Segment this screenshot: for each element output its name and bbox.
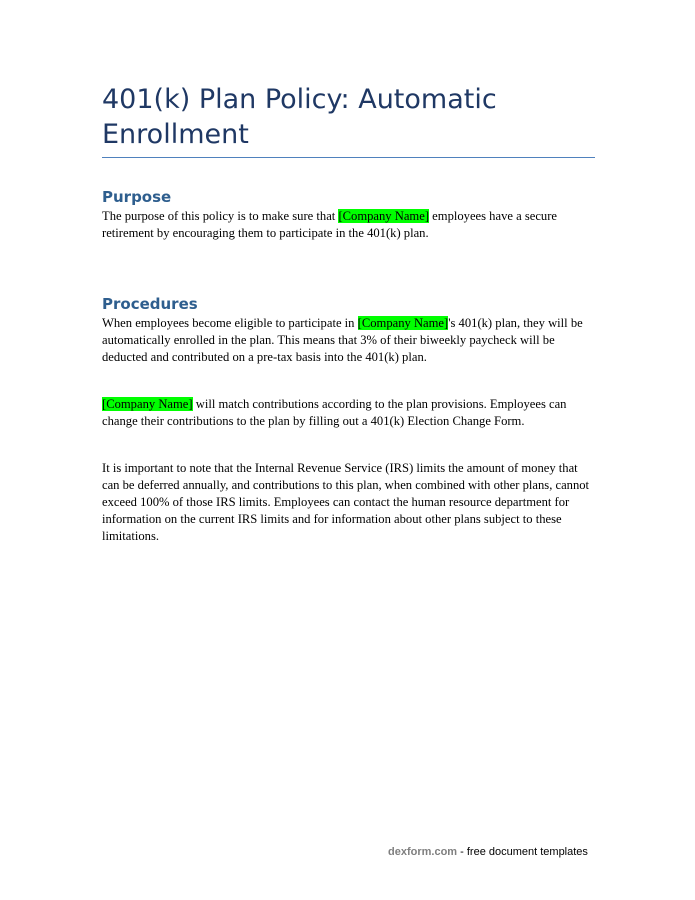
- procedures-paragraph-2: [102, 396, 597, 430]
- procedures-p1-start: When employees become eligible to participate in: [102, 316, 358, 330]
- purpose-paragraph: [102, 208, 597, 242]
- title-divider: [102, 157, 595, 158]
- title-line-1: 401(k) Plan Policy: Automatic: [102, 84, 497, 115]
- company-name-placeholder: [Company Name]: [338, 209, 430, 223]
- procedures-heading: Procedures: [102, 295, 198, 313]
- purpose-text-start: The purpose of this policy is to make sure that: [102, 209, 339, 223]
- procedures-paragraph-1: [102, 315, 597, 366]
- footer-text: - free document templates: [457, 846, 588, 858]
- purpose-text-end: employees have a secure retirement by encouraging them to participate in the 401(k) plan.: [102, 209, 558, 240]
- procedures-p2-text: will match contributions according to the plan provisions. Employees can change their contributions to the plan by filling out a 401(k) Election Change Form.: [102, 397, 567, 428]
- title-line-2: Enrollment: [102, 119, 249, 150]
- document-title: [102, 82, 572, 152]
- procedures-paragraph-3: It is important to note that the Internal Revenue Service (IRS) limits the amount of money that can be deferred annually, and contributions to this plan, when combined with other plans, cannot exceed 100% of those IRS limits. Employees can contact the human resource department for information on the current IRS limits and for information about other plans subject to these limitations.: [102, 461, 590, 543]
- purpose-heading: Purpose: [102, 188, 172, 206]
- footer-brand: dexform.com: [388, 846, 458, 858]
- company-name-placeholder: [Company Name]: [357, 316, 449, 330]
- company-name-placeholder: [Company Name]: [102, 397, 193, 411]
- procedures-p1-end: 's 401(k) plan, they will be automatically enrolled in the plan. This means that 3% of their biweekly paycheck will be deducted and contributed on a pre-tax basis into the 401(k) plan.: [102, 316, 583, 364]
- footer: [388, 846, 588, 858]
